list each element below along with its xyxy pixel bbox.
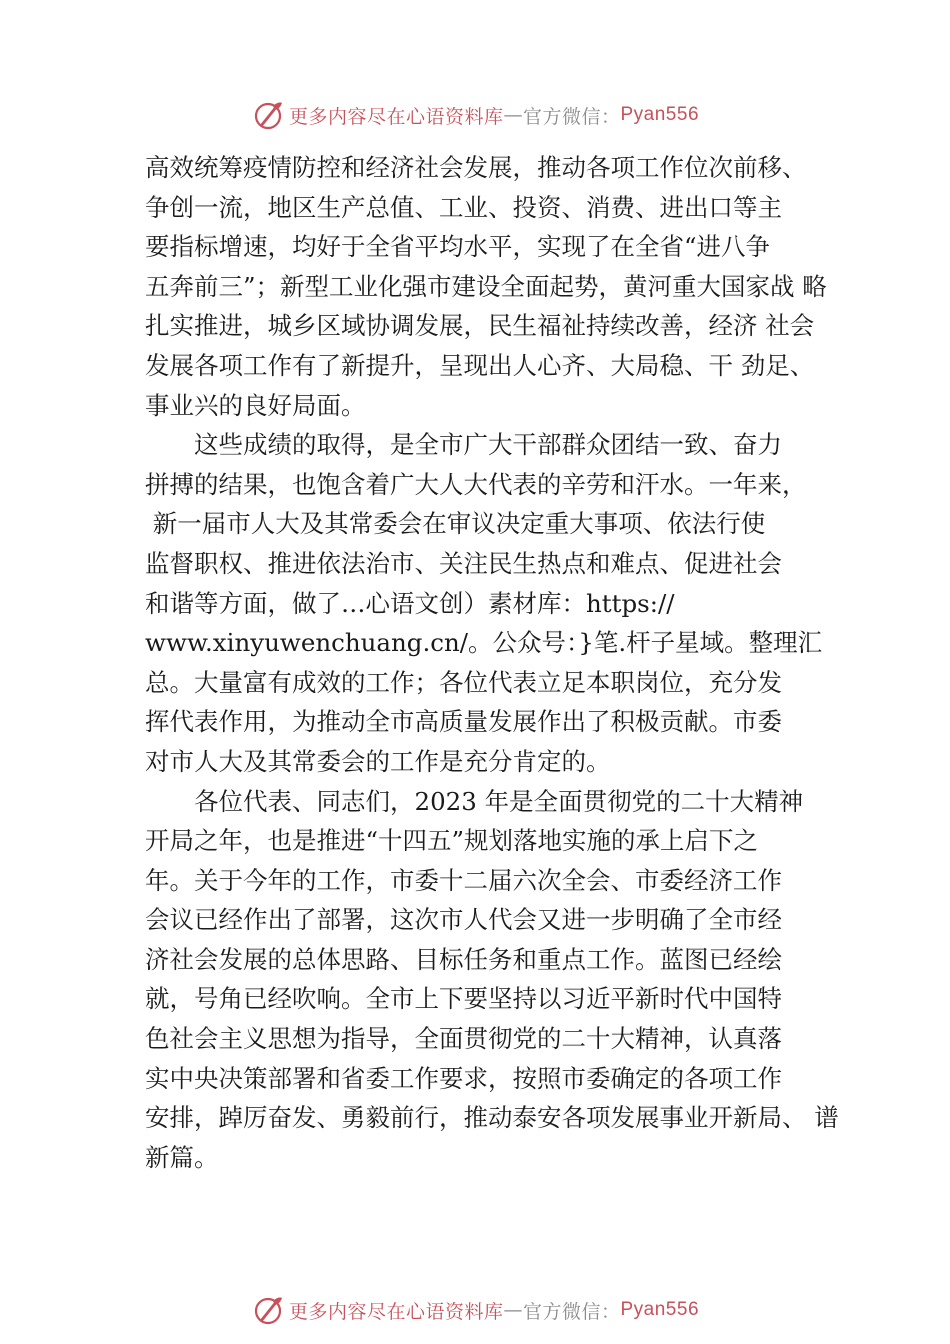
text-line: 高效统筹疫情防控和经济社会发展，推动各项工作位次前移、 [145, 153, 807, 182]
watermark-label: 官方微信： [522, 105, 621, 128]
text-line: 色社会主义思想为指导，全面贯彻党的二十大精神，认真落 [145, 1024, 782, 1054]
text-line: www.xinyuwenchuang.cn/。公众号：}笔.杆子星域。整理汇 [145, 628, 823, 658]
watermark-wechat: Pyan556 [620, 1299, 700, 1320]
text-line: 新篇。 [145, 1142, 219, 1172]
paragraph-2 [145, 425, 825, 781]
text-line: 新一届市人大及其常委会在审议决定重大事项、依法行使 [145, 509, 766, 539]
text-line: 就，号角已经吹响。全市上下要坚持以习近平新时代中国特 [145, 984, 782, 1014]
watermark-label: 官方微信： [522, 1300, 621, 1323]
text-line: 会议已经作出了部署，这次市人代会又进一步明确了全市经 [145, 905, 782, 935]
text-line: 事业兴的良好局面。 [145, 390, 366, 420]
watermark-wechat: Pyan556 [620, 104, 700, 125]
text-line: 争创一流，地区生产总值、工业、投资、消费、进出口等主 [145, 192, 782, 222]
paragraph-1 [145, 148, 825, 425]
document-body [145, 148, 839, 1177]
text-line: 济社会发展的总体思路、目标任务和重点工作。蓝图已经绘 [145, 944, 782, 974]
paragraph-3 [145, 782, 839, 1178]
text-line: 发展各项工作有了新提升，呈现出人心齐、大局稳、干 劲足、 [145, 350, 815, 380]
text-line: 开局之年，也是推进“十四五”规划落地实施的承上启下之 [145, 826, 759, 856]
watermark-brand: 更多内容尽在心语资料库 [288, 105, 504, 128]
text-line: 和谐等方面，做了…心语文创）素材库：https:// [145, 588, 675, 618]
quill-pen-circle-icon [251, 1293, 285, 1327]
text-line: 五奔前三”；新型工业化强市建设全面起势，黄河重大国家战 略 [145, 271, 827, 301]
text-line: 实中央决策部署和省委工作要求，按照市委确定的各项工作 [145, 1063, 782, 1093]
text-line: 挥代表作用，为推动全市高质量发展作出了积极贡献。市委 [145, 707, 782, 737]
text-line: 总。大量富有成效的工作；各位代表立足本职岗位，充分发 [145, 667, 782, 697]
quill-pen-circle-icon [251, 98, 285, 132]
text-line: 年。关于今年的工作，市委十二届六次全会、市委经济工作 [145, 865, 782, 895]
text-line: 扎实推进，城乡区域协调发展，民生福祉持续改善，经济 社会 [145, 311, 815, 341]
watermark-separator: — [503, 104, 523, 126]
text-line: 要指标增速，均好于全省平均水平，实现了在全省“进八争 [145, 232, 771, 262]
text-line: 各位代表、同志们，2023 年是全面贯彻党的二十大精神 [194, 786, 804, 816]
footer-watermark [0, 1290, 950, 1330]
text-line: 监督职权、推进依法治市、关注民生热点和难点、促进社会 [145, 548, 782, 578]
header-watermark [0, 95, 950, 135]
watermark-separator: — [503, 1299, 523, 1321]
text-line: 对市人大及其常委会的工作是充分肯定的。 [145, 746, 611, 776]
text-line: 安排，踔厉奋发、勇毅前行，推动泰安各项发展事业开新局、 谱 [145, 1103, 839, 1133]
watermark-brand: 更多内容尽在心语资料库 [288, 1300, 504, 1323]
text-line: 拼搏的结果，也饱含着广大人大代表的辛劳和汗水。一年来， [145, 469, 807, 499]
text-line: 这些成绩的取得，是全市广大干部群众团结一致、奋力 [194, 430, 782, 460]
